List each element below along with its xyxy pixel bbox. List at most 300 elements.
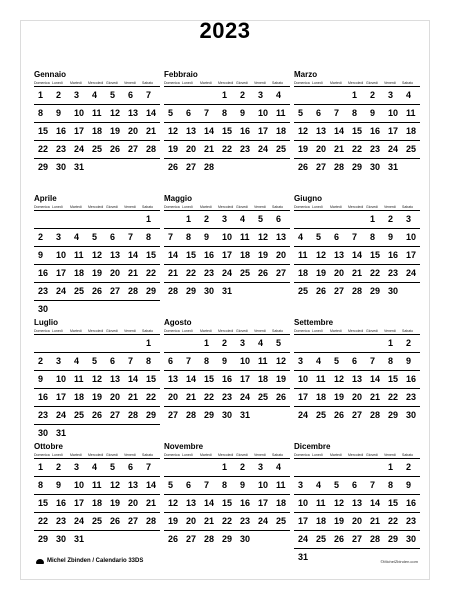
day-cell: 6	[128, 90, 134, 100]
day-cell	[330, 211, 348, 228]
day-cell	[312, 211, 330, 228]
weekday-label: Giovedì	[366, 329, 379, 333]
weekday-label: Domenica	[164, 81, 180, 85]
day-cell: 7	[186, 356, 192, 366]
weekday-label: Giovedì	[106, 81, 119, 85]
day-cell: 5	[92, 356, 98, 366]
day-cell	[236, 283, 254, 300]
day-cell: 22	[186, 268, 197, 278]
weekday-label: Martedì	[330, 205, 342, 209]
weekday-label: Martedì	[200, 81, 212, 85]
weekday-label: Martedì	[70, 453, 82, 457]
day-cell: 7	[146, 90, 152, 100]
mz-logo-icon	[36, 559, 44, 564]
day-cell: 7	[204, 480, 210, 490]
day-cell: 12	[168, 498, 179, 508]
day-cell: 15	[388, 498, 399, 508]
day-cell: 30	[388, 286, 399, 296]
day-cell: 8	[204, 356, 210, 366]
day-cell: 24	[74, 144, 85, 154]
day-cell: 27	[186, 162, 197, 172]
day-cell	[142, 425, 160, 442]
weekday-label: Giovedì	[236, 329, 249, 333]
month-name: Settembre	[294, 318, 334, 327]
week-row	[34, 388, 160, 406]
day-cell: 21	[204, 516, 215, 526]
day-cell: 17	[222, 250, 233, 260]
day-cell: 17	[56, 268, 67, 278]
day-cell: 27	[128, 516, 139, 526]
day-cell: 24	[258, 516, 269, 526]
day-cell: 30	[406, 410, 417, 420]
day-cell: 16	[240, 498, 251, 508]
day-cell: 5	[334, 480, 340, 490]
day-cell: 30	[56, 162, 67, 172]
day-cell: 28	[146, 144, 157, 154]
day-cell	[272, 531, 290, 548]
day-cell: 27	[334, 286, 345, 296]
month-block	[164, 318, 290, 442]
day-cell: 11	[298, 250, 308, 260]
day-cell: 28	[204, 162, 215, 172]
month-name: Marzo	[294, 70, 318, 79]
weekday-label: Lunedì	[312, 81, 323, 85]
day-cell: 19	[316, 268, 327, 278]
day-cell: 30	[38, 428, 49, 438]
day-cell: 19	[92, 392, 103, 402]
day-cell: 8	[370, 232, 376, 242]
day-cell: 22	[388, 392, 399, 402]
day-cell: 5	[316, 232, 322, 242]
day-cell: 31	[74, 534, 85, 544]
day-cell: 20	[352, 516, 363, 526]
day-cell: 10	[74, 108, 85, 118]
weekday-label: Mercoledì	[348, 205, 364, 209]
day-cell	[312, 459, 330, 476]
week-row	[34, 122, 160, 140]
week-row	[164, 406, 290, 424]
week-row	[294, 140, 420, 158]
day-cell: 17	[74, 498, 85, 508]
day-cell: 26	[276, 392, 287, 402]
weekday-label: Mercoledì	[348, 453, 364, 457]
day-cell: 26	[168, 534, 179, 544]
week-row	[294, 334, 420, 352]
day-cell: 28	[352, 286, 363, 296]
day-cell: 3	[240, 338, 246, 348]
day-cell: 23	[240, 144, 251, 154]
day-cell: 26	[334, 410, 345, 420]
week-row	[294, 476, 420, 494]
day-cell: 5	[92, 232, 98, 242]
weekday-label: Mercoledì	[218, 453, 234, 457]
week-row	[164, 246, 290, 264]
day-cell: 5	[168, 108, 174, 118]
day-cell: 15	[186, 250, 197, 260]
weekday-label: Venerdì	[124, 453, 137, 457]
day-cell	[142, 301, 160, 318]
day-cell: 8	[352, 108, 358, 118]
weekday-label: Martedì	[330, 453, 342, 457]
month-block	[294, 442, 420, 566]
day-cell: 14	[146, 480, 157, 490]
weekday-label: Sabato	[402, 205, 414, 209]
month-block	[34, 70, 160, 194]
weekday-label: Mercoledì	[218, 329, 234, 333]
day-cell: 21	[128, 268, 139, 278]
day-cell	[106, 159, 124, 176]
day-cell	[182, 335, 200, 352]
month-block	[34, 194, 160, 318]
day-cell	[182, 459, 200, 476]
week-row	[294, 388, 420, 406]
day-cell	[34, 211, 52, 228]
day-cell: 4	[74, 232, 80, 242]
day-cell: 6	[352, 480, 358, 490]
day-cell: 11	[74, 250, 84, 260]
week-row	[294, 406, 420, 424]
weekday-label: Venerdì	[124, 81, 137, 85]
day-cell	[272, 407, 290, 424]
month-block	[294, 70, 420, 194]
day-cell	[348, 335, 366, 352]
day-cell: 29	[222, 534, 233, 544]
day-cell: 12	[92, 250, 103, 260]
day-cell: 23	[240, 516, 251, 526]
day-cell: 23	[56, 144, 67, 154]
day-cell: 31	[298, 552, 309, 562]
day-cell: 5	[258, 214, 264, 224]
day-cell: 22	[38, 516, 49, 526]
week-row	[34, 494, 160, 512]
day-cell: 2	[388, 214, 394, 224]
day-cell: 10	[406, 232, 417, 242]
day-cell: 29	[370, 286, 381, 296]
weekday-label: Sabato	[402, 453, 414, 457]
day-cell: 21	[168, 268, 179, 278]
day-cell: 6	[334, 232, 340, 242]
day-cell: 26	[258, 268, 269, 278]
day-cell: 11	[406, 108, 416, 118]
day-cell: 11	[92, 108, 102, 118]
day-cell: 27	[128, 144, 139, 154]
day-cell	[402, 283, 420, 300]
day-cell: 24	[56, 410, 67, 420]
month-name: Agosto	[164, 318, 192, 327]
day-cell: 8	[388, 480, 394, 490]
month-name: Febbraio	[164, 70, 198, 79]
month-name: Dicembre	[294, 442, 331, 451]
month-name: Ottobre	[34, 442, 63, 451]
weekday-label: Lunedì	[182, 329, 193, 333]
day-cell: 15	[352, 126, 363, 136]
month-name: Aprile	[34, 194, 57, 203]
week-row	[34, 246, 160, 264]
month-name: Gennaio	[34, 70, 67, 79]
day-cell: 8	[38, 108, 44, 118]
day-cell: 27	[110, 410, 121, 420]
day-cell: 27	[276, 268, 287, 278]
day-cell: 6	[110, 232, 116, 242]
day-cell: 29	[38, 534, 49, 544]
day-cell: 7	[168, 232, 174, 242]
day-cell	[70, 211, 88, 228]
day-cell: 30	[370, 162, 381, 172]
week-row	[294, 228, 420, 246]
day-cell	[330, 459, 348, 476]
day-cell: 8	[222, 480, 228, 490]
day-cell: 28	[128, 410, 139, 420]
week-row	[34, 300, 160, 318]
day-cell: 7	[128, 232, 134, 242]
week-row	[164, 104, 290, 122]
day-cell: 13	[186, 126, 197, 136]
weekday-label: Mercoledì	[218, 205, 234, 209]
day-cell: 12	[316, 250, 327, 260]
day-cell: 5	[276, 338, 282, 348]
weekday-label: Venerdì	[254, 81, 267, 85]
weekday-label: Mercoledì	[88, 81, 104, 85]
day-cell: 2	[222, 338, 228, 348]
weekday-label: Lunedì	[52, 329, 63, 333]
month-name: Giugno	[294, 194, 322, 203]
day-cell: 12	[276, 356, 287, 366]
day-cell: 16	[56, 126, 67, 136]
weekday-label: Giovedì	[366, 81, 379, 85]
day-cell	[124, 335, 142, 352]
day-cell	[294, 459, 312, 476]
day-cell	[402, 159, 420, 176]
day-cell: 28	[370, 534, 381, 544]
month-name: Maggio	[164, 194, 192, 203]
day-cell: 23	[406, 392, 417, 402]
week-row	[164, 282, 290, 300]
week-row	[34, 512, 160, 530]
weekday-label: Venerdì	[254, 205, 267, 209]
day-cell: 4	[74, 356, 80, 366]
day-cell: 31	[240, 410, 251, 420]
day-cell: 25	[258, 392, 269, 402]
day-cell: 24	[298, 410, 309, 420]
day-cell: 10	[56, 374, 67, 384]
day-cell: 13	[276, 232, 287, 242]
day-cell: 3	[258, 90, 264, 100]
week-row	[164, 334, 290, 352]
day-cell: 7	[334, 108, 340, 118]
day-cell: 3	[74, 90, 80, 100]
day-cell: 24	[258, 144, 269, 154]
week-row	[294, 246, 420, 264]
day-cell: 17	[74, 126, 85, 136]
week-row	[164, 86, 290, 104]
day-cell: 22	[388, 516, 399, 526]
weekday-label: Lunedì	[52, 205, 63, 209]
day-cell: 29	[352, 162, 363, 172]
day-cell: 15	[370, 250, 381, 260]
day-cell: 31	[56, 428, 67, 438]
day-cell: 20	[334, 268, 345, 278]
day-cell: 18	[406, 126, 417, 136]
day-cell: 20	[352, 392, 363, 402]
day-cell: 12	[258, 232, 269, 242]
day-cell: 1	[222, 462, 228, 472]
weekday-label: Sabato	[272, 453, 284, 457]
weekday-label: Venerdì	[254, 329, 267, 333]
day-cell: 3	[298, 356, 304, 366]
month-block	[34, 318, 160, 442]
day-cell: 9	[204, 232, 210, 242]
weekday-label: Domenica	[34, 81, 50, 85]
day-cell: 20	[128, 498, 139, 508]
day-cell: 7	[128, 356, 134, 366]
footer-credit-text: Michel Zbinden / Calendario 33DS	[47, 558, 144, 564]
day-cell: 18	[276, 126, 287, 136]
day-cell: 10	[222, 232, 233, 242]
day-cell: 13	[168, 374, 179, 384]
day-cell: 27	[186, 534, 197, 544]
weekday-label: Giovedì	[236, 453, 249, 457]
day-cell: 3	[56, 356, 62, 366]
weekday-label: Lunedì	[312, 329, 323, 333]
day-cell	[34, 335, 52, 352]
day-cell: 20	[110, 268, 121, 278]
weekday-label: Sabato	[142, 329, 154, 333]
day-cell: 16	[406, 374, 417, 384]
day-cell: 24	[240, 392, 251, 402]
day-cell: 5	[168, 480, 174, 490]
weekday-label: Venerdì	[384, 453, 397, 457]
day-cell: 19	[334, 392, 345, 402]
weekday-label: Martedì	[330, 81, 342, 85]
week-row	[294, 458, 420, 476]
day-cell	[124, 531, 142, 548]
day-cell: 21	[334, 144, 345, 154]
week-row	[294, 282, 420, 300]
day-cell	[124, 425, 142, 442]
day-cell	[164, 459, 182, 476]
day-cell: 10	[74, 480, 85, 490]
day-cell: 10	[298, 374, 309, 384]
day-cell: 6	[316, 108, 322, 118]
day-cell: 29	[204, 410, 215, 420]
day-cell: 8	[146, 356, 152, 366]
day-cell: 1	[370, 214, 376, 224]
day-cell: 8	[38, 480, 44, 490]
day-cell: 14	[168, 250, 179, 260]
weekday-label: Sabato	[402, 81, 414, 85]
week-row	[294, 104, 420, 122]
day-cell	[124, 159, 142, 176]
week-row	[34, 406, 160, 424]
weekday-label: Domenica	[294, 81, 310, 85]
day-cell: 29	[388, 534, 399, 544]
day-cell: 16	[388, 250, 399, 260]
week-row	[164, 140, 290, 158]
day-cell: 2	[38, 232, 44, 242]
day-cell: 10	[56, 250, 67, 260]
day-cell: 28	[186, 410, 197, 420]
weekday-label: Sabato	[272, 81, 284, 85]
day-cell: 31	[74, 162, 85, 172]
day-cell: 23	[370, 144, 381, 154]
day-cell: 30	[56, 534, 67, 544]
day-cell: 26	[298, 162, 309, 172]
day-cell: 4	[258, 338, 264, 348]
day-cell: 28	[334, 162, 345, 172]
day-cell: 10	[388, 108, 399, 118]
day-cell: 26	[110, 516, 121, 526]
day-cell	[366, 335, 384, 352]
day-cell: 29	[38, 162, 49, 172]
day-cell	[70, 335, 88, 352]
day-cell: 11	[240, 232, 250, 242]
weekday-label: Domenica	[164, 205, 180, 209]
day-cell: 30	[406, 534, 417, 544]
day-cell: 4	[276, 462, 282, 472]
day-cell	[88, 211, 106, 228]
week-row	[294, 494, 420, 512]
day-cell: 2	[406, 338, 412, 348]
day-cell	[88, 531, 106, 548]
day-cell: 25	[298, 286, 309, 296]
day-cell: 7	[204, 108, 210, 118]
day-cell: 1	[186, 214, 192, 224]
week-row	[164, 370, 290, 388]
week-row	[164, 158, 290, 176]
day-cell: 25	[74, 410, 85, 420]
day-cell	[106, 211, 124, 228]
day-cell: 19	[168, 144, 179, 154]
day-cell: 28	[128, 286, 139, 296]
week-row	[34, 228, 160, 246]
day-cell: 26	[316, 286, 327, 296]
weekday-label: Martedì	[70, 81, 82, 85]
day-cell: 17	[298, 516, 309, 526]
week-row	[34, 86, 160, 104]
day-cell: 5	[298, 108, 304, 118]
day-cell: 17	[56, 392, 67, 402]
day-cell	[218, 159, 236, 176]
day-cell	[106, 425, 124, 442]
day-cell: 29	[186, 286, 197, 296]
day-cell: 27	[110, 286, 121, 296]
day-cell: 30	[240, 534, 251, 544]
day-cell: 2	[56, 90, 62, 100]
day-cell: 3	[258, 462, 264, 472]
day-cell	[254, 531, 272, 548]
day-cell: 21	[370, 516, 381, 526]
day-cell: 18	[92, 498, 103, 508]
day-cell: 26	[92, 286, 103, 296]
week-row	[294, 122, 420, 140]
day-cell: 18	[316, 392, 327, 402]
day-cell: 28	[168, 286, 179, 296]
day-cell: 6	[168, 356, 174, 366]
day-cell: 16	[370, 126, 381, 136]
day-cell: 17	[258, 126, 269, 136]
weekday-label: Domenica	[294, 329, 310, 333]
day-cell: 8	[388, 356, 394, 366]
day-cell: 14	[146, 108, 157, 118]
week-row	[34, 104, 160, 122]
day-cell: 16	[38, 268, 49, 278]
day-cell	[200, 459, 218, 476]
day-cell: 14	[186, 374, 197, 384]
day-cell: 6	[110, 356, 116, 366]
day-cell: 14	[370, 374, 381, 384]
day-cell: 20	[128, 126, 139, 136]
day-cell: 22	[38, 144, 49, 154]
